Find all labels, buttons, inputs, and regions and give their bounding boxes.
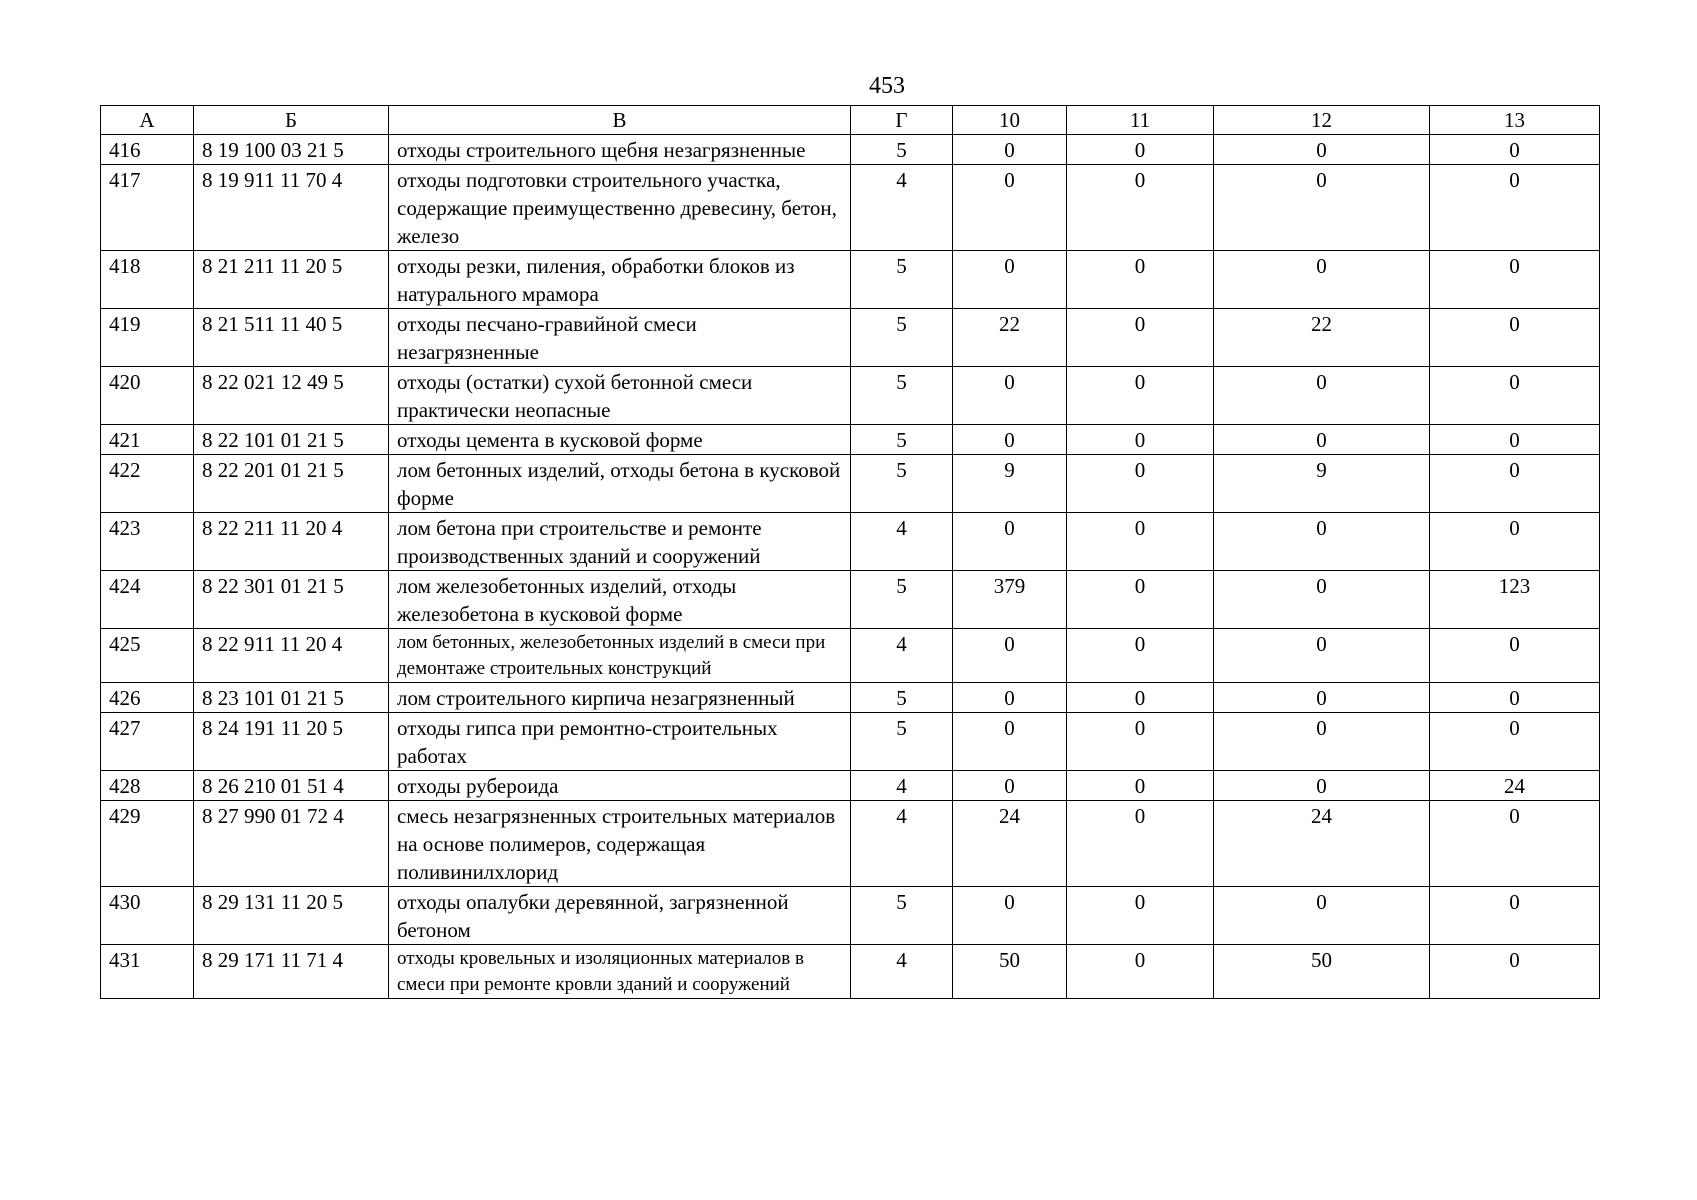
column-header-11: 11 xyxy=(1067,106,1214,135)
value-col-13-cell: 0 xyxy=(1430,165,1600,251)
value-col-11-cell: 0 xyxy=(1067,367,1214,425)
column-header-b: Б xyxy=(194,106,389,135)
waste-code-cell: 8 27 990 01 72 4 xyxy=(194,801,389,887)
value-col-11-cell: 0 xyxy=(1067,455,1214,513)
value-col-10-cell: 0 xyxy=(953,683,1067,713)
row-number-cell: 418 xyxy=(101,251,194,309)
waste-code-cell: 8 26 210 01 51 4 xyxy=(194,771,389,801)
waste-code-cell: 8 29 131 11 20 5 xyxy=(194,887,389,945)
hazard-class-cell: 5 xyxy=(851,367,953,425)
waste-code-cell: 8 22 101 01 21 5 xyxy=(194,425,389,455)
value-col-12-cell: 0 xyxy=(1214,367,1430,425)
value-col-12-cell: 0 xyxy=(1214,713,1430,771)
waste-name-cell: отходы резки, пиления, обработки блоков из натурального мрамора xyxy=(389,251,851,309)
hazard-class-cell: 5 xyxy=(851,455,953,513)
value-col-13-cell: 0 xyxy=(1430,251,1600,309)
value-col-12-cell: 0 xyxy=(1214,683,1430,713)
waste-name-cell: отходы гипса при ремонтно-строительных работах xyxy=(389,713,851,771)
hazard-class-cell: 5 xyxy=(851,135,953,165)
row-number-cell: 416 xyxy=(101,135,194,165)
table-row xyxy=(101,629,1600,683)
row-number-cell: 421 xyxy=(101,425,194,455)
hazard-class-cell: 5 xyxy=(851,309,953,367)
hazard-class-cell: 5 xyxy=(851,713,953,771)
value-col-13-cell: 0 xyxy=(1430,887,1600,945)
table-row xyxy=(101,771,1600,801)
value-col-11-cell: 0 xyxy=(1067,309,1214,367)
value-col-12-cell: 0 xyxy=(1214,425,1430,455)
table-row xyxy=(101,801,1600,887)
table-row xyxy=(101,571,1600,629)
hazard-class-cell: 5 xyxy=(851,251,953,309)
waste-table xyxy=(100,105,1600,999)
value-col-13-cell: 0 xyxy=(1430,455,1600,513)
waste-name-cell: смесь незагрязненных строительных материалов на основе полимеров, содержащая поливинилхлорид xyxy=(389,801,851,887)
hazard-class-cell: 5 xyxy=(851,887,953,945)
table-row xyxy=(101,683,1600,713)
waste-code-cell: 8 22 911 11 20 4 xyxy=(194,629,389,683)
waste-code-cell: 8 21 511 11 40 5 xyxy=(194,309,389,367)
table-row xyxy=(101,887,1600,945)
column-header-g: Г xyxy=(851,106,953,135)
value-col-10-cell: 0 xyxy=(953,425,1067,455)
value-col-12-cell: 9 xyxy=(1214,455,1430,513)
value-col-12-cell: 50 xyxy=(1214,945,1430,999)
value-col-11-cell: 0 xyxy=(1067,683,1214,713)
row-number-cell: 419 xyxy=(101,309,194,367)
value-col-13-cell: 0 xyxy=(1430,367,1600,425)
waste-code-cell: 8 24 191 11 20 5 xyxy=(194,713,389,771)
row-number-cell: 427 xyxy=(101,713,194,771)
value-col-12-cell: 24 xyxy=(1214,801,1430,887)
page-number: 453 xyxy=(869,73,905,99)
table-row xyxy=(101,713,1600,771)
hazard-class-cell: 4 xyxy=(851,165,953,251)
value-col-13-cell: 0 xyxy=(1430,629,1600,683)
value-col-11-cell: 0 xyxy=(1067,425,1214,455)
hazard-class-cell: 4 xyxy=(851,513,953,571)
value-col-11-cell: 0 xyxy=(1067,801,1214,887)
value-col-13-cell: 0 xyxy=(1430,801,1600,887)
hazard-class-cell: 4 xyxy=(851,801,953,887)
row-number-cell: 430 xyxy=(101,887,194,945)
waste-code-cell: 8 29 171 11 71 4 xyxy=(194,945,389,999)
waste-code-cell: 8 19 100 03 21 5 xyxy=(194,135,389,165)
value-col-12-cell: 0 xyxy=(1214,771,1430,801)
value-col-13-cell: 0 xyxy=(1430,425,1600,455)
value-col-10-cell: 22 xyxy=(953,309,1067,367)
hazard-class-cell: 4 xyxy=(851,945,953,999)
hazard-class-cell: 4 xyxy=(851,629,953,683)
row-number-cell: 425 xyxy=(101,629,194,683)
table-header-row xyxy=(101,106,1600,135)
column-header-a: А xyxy=(101,106,194,135)
waste-code-cell: 8 21 211 11 20 5 xyxy=(194,251,389,309)
column-header-13: 13 xyxy=(1430,106,1600,135)
waste-name-cell: отходы опалубки деревянной, загрязненной бетоном xyxy=(389,887,851,945)
value-col-10-cell: 0 xyxy=(953,165,1067,251)
waste-code-cell: 8 23 101 01 21 5 xyxy=(194,683,389,713)
value-col-11-cell: 0 xyxy=(1067,629,1214,683)
value-col-12-cell: 22 xyxy=(1214,309,1430,367)
row-number-cell: 426 xyxy=(101,683,194,713)
waste-code-cell: 8 22 201 01 21 5 xyxy=(194,455,389,513)
value-col-10-cell: 24 xyxy=(953,801,1067,887)
value-col-13-cell: 0 xyxy=(1430,713,1600,771)
value-col-10-cell: 50 xyxy=(953,945,1067,999)
value-col-10-cell: 0 xyxy=(953,251,1067,309)
waste-name-cell: отходы строительного щебня незагрязненные xyxy=(389,135,851,165)
value-col-12-cell: 0 xyxy=(1214,513,1430,571)
value-col-10-cell: 0 xyxy=(953,513,1067,571)
row-number-cell: 428 xyxy=(101,771,194,801)
value-col-11-cell: 0 xyxy=(1067,513,1214,571)
waste-code-cell: 8 22 301 01 21 5 xyxy=(194,571,389,629)
value-col-10-cell: 0 xyxy=(953,713,1067,771)
column-header-12: 12 xyxy=(1214,106,1430,135)
value-col-11-cell: 0 xyxy=(1067,165,1214,251)
waste-name-cell: лом бетона при строительстве и ремонте производственных зданий и сооружений xyxy=(389,513,851,571)
value-col-12-cell: 0 xyxy=(1214,629,1430,683)
value-col-12-cell: 0 xyxy=(1214,135,1430,165)
value-col-10-cell: 0 xyxy=(953,629,1067,683)
value-col-12-cell: 0 xyxy=(1214,251,1430,309)
table-row xyxy=(101,945,1600,999)
table-row xyxy=(101,251,1600,309)
value-col-10-cell: 0 xyxy=(953,771,1067,801)
row-number-cell: 420 xyxy=(101,367,194,425)
table-body xyxy=(101,135,1600,999)
hazard-class-cell: 5 xyxy=(851,683,953,713)
value-col-10-cell: 379 xyxy=(953,571,1067,629)
value-col-13-cell: 0 xyxy=(1430,945,1600,999)
value-col-11-cell: 0 xyxy=(1067,887,1214,945)
row-number-cell: 423 xyxy=(101,513,194,571)
waste-name-cell: отходы цемента в кусковой форме xyxy=(389,425,851,455)
waste-name-cell: отходы кровельных и изоляционных материалов в смеси при ремонте кровли зданий и сооружений xyxy=(389,945,851,999)
value-col-11-cell: 0 xyxy=(1067,571,1214,629)
table-row xyxy=(101,165,1600,251)
row-number-cell: 429 xyxy=(101,801,194,887)
value-col-10-cell: 9 xyxy=(953,455,1067,513)
waste-name-cell: лом строительного кирпича незагрязненный xyxy=(389,683,851,713)
value-col-10-cell: 0 xyxy=(953,135,1067,165)
value-col-13-cell: 0 xyxy=(1430,513,1600,571)
value-col-12-cell: 0 xyxy=(1214,887,1430,945)
hazard-class-cell: 5 xyxy=(851,571,953,629)
waste-name-cell: отходы рубероида xyxy=(389,771,851,801)
value-col-10-cell: 0 xyxy=(953,367,1067,425)
row-number-cell: 422 xyxy=(101,455,194,513)
value-col-11-cell: 0 xyxy=(1067,713,1214,771)
waste-name-cell: отходы подготовки строительного участка, содержащие преимущественно древесину, бетон, железо xyxy=(389,165,851,251)
hazard-class-cell: 5 xyxy=(851,425,953,455)
waste-name-cell: отходы песчано-гравийной смеси незагрязненные xyxy=(389,309,851,367)
table-row xyxy=(101,455,1600,513)
hazard-class-cell: 4 xyxy=(851,771,953,801)
table-row xyxy=(101,135,1600,165)
value-col-13-cell: 123 xyxy=(1430,571,1600,629)
waste-code-cell: 8 19 911 11 70 4 xyxy=(194,165,389,251)
waste-name-cell: лом бетонных, железобетонных изделий в смеси при демонтаже строительных конструкций xyxy=(389,629,851,683)
table-row xyxy=(101,309,1600,367)
value-col-11-cell: 0 xyxy=(1067,135,1214,165)
value-col-11-cell: 0 xyxy=(1067,945,1214,999)
row-number-cell: 431 xyxy=(101,945,194,999)
column-header-v: В xyxy=(389,106,851,135)
waste-code-cell: 8 22 021 12 49 5 xyxy=(194,367,389,425)
row-number-cell: 417 xyxy=(101,165,194,251)
table-row xyxy=(101,425,1600,455)
table-row xyxy=(101,513,1600,571)
column-header-10: 10 xyxy=(953,106,1067,135)
value-col-12-cell: 0 xyxy=(1214,165,1430,251)
value-col-13-cell: 0 xyxy=(1430,683,1600,713)
row-number-cell: 424 xyxy=(101,571,194,629)
value-col-13-cell: 24 xyxy=(1430,771,1600,801)
value-col-11-cell: 0 xyxy=(1067,251,1214,309)
value-col-13-cell: 0 xyxy=(1430,309,1600,367)
waste-name-cell: отходы (остатки) сухой бетонной смеси практически неопасные xyxy=(389,367,851,425)
value-col-11-cell: 0 xyxy=(1067,771,1214,801)
value-col-13-cell: 0 xyxy=(1430,135,1600,165)
value-col-12-cell: 0 xyxy=(1214,571,1430,629)
waste-code-cell: 8 22 211 11 20 4 xyxy=(194,513,389,571)
table-row xyxy=(101,367,1600,425)
waste-name-cell: лом железобетонных изделий, отходы железобетона в кусковой форме xyxy=(389,571,851,629)
waste-name-cell: лом бетонных изделий, отходы бетона в кусковой форме xyxy=(389,455,851,513)
value-col-10-cell: 0 xyxy=(953,887,1067,945)
